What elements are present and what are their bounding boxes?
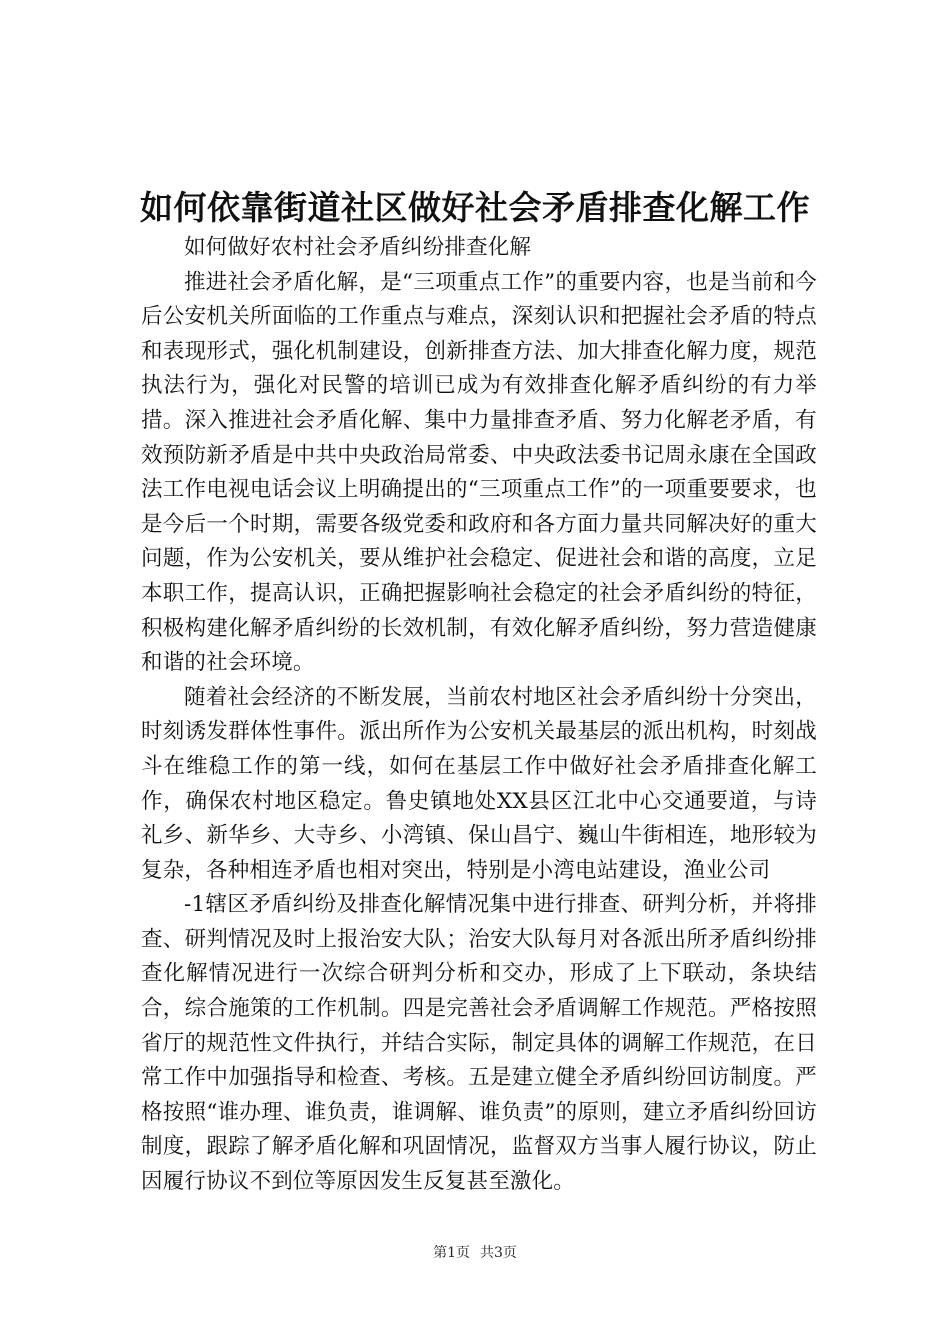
- body-paragraph: 推进社会矛盾化解，是“三项重点工作”的重要内容，也是当前和今后公安机关所面临的工作重点与难点，深刻认识和把握社会矛盾的特点和表现形式，强化机制建设，创新排查方法、加大排查化解力度，规范执法行为，强化对民警的培训已成为有效排查化解矛盾纠纷的有力举措。深入推进社会矛盾化解、集中力量排查矛盾、努力化解老矛盾，有效预防新矛盾是中共中央政治局常委、中央政法委书记周永康在全国政法工作电视电话会议上明确提出的“三项重点工作”的一项重要要求，也是今后一个时期，需要各级党委和政府和各方面力量共同解决好的重大问题，作为公安机关，要从维护社会稳定、促进社会和谐的高度，立足本职工作，提高认识，正确把握影响社会稳定的社会矛盾纠纷的特征，积极构建化解矛盾纠纷的长效机制，有效化解矛盾纠纷，努力营造健康和谐的社会环境。: [141, 269, 817, 676]
- document-title: 如何依靠街道社区做好社会矛盾排查化解工作: [140, 188, 810, 227]
- body-paragraph: -1辖区矛盾纠纷及排查化解情况集中进行排查、研判分析，并将排查、研判情况及时上报治安大队；治安大队每月对各派出所矛盾纠纷排查化解情况进行一次综合研判分析和交办，形成了上下联动，条块结合，综合施策的工作机制。四是完善社会矛盾调解工作规范。严格按照省厅的规范性文件执行，并结合实际，制定具体的调解工作规范，在日常工作中加强指导和检查、考核。五是建立健全矛盾纠纷回访制度。严格按照“谁办理、谁负责，谁调解、谁负责”的原则，建立矛盾纠纷回访制度，跟踪了解矛盾化解和巩固情况，监督双方当事人履行协议，防止因履行协议不到位等原因发生反复甚至激化。: [141, 892, 817, 1195]
- body-paragraph: 随着社会经济的不断发展，当前农村地区社会矛盾纠纷十分突出，时刻诱发群体性事件。派出所作为公安机关最基层的派出机构，时刻战斗在维稳工作的第一线，如何在基层工作中做好社会矛盾排查化解工作，确保农村地区稳定。鲁史镇地处XX县区江北中心交通要道，与诗礼乡、新华乡、大寺乡、小湾镇、保山昌宁、巍山牛街相连，地形较为复杂，各种相连矛盾也相对突出，特别是小湾电站建设，渔业公司: [141, 684, 817, 883]
- page-footer: [0, 1243, 950, 1263]
- page-number: 第1页: [433, 1245, 470, 1261]
- subtitle-paragraph: 如何做好农村社会矛盾纠纷排查化解: [184, 235, 532, 260]
- page-total: 共3页: [480, 1245, 517, 1261]
- document-body: [141, 231, 817, 1200]
